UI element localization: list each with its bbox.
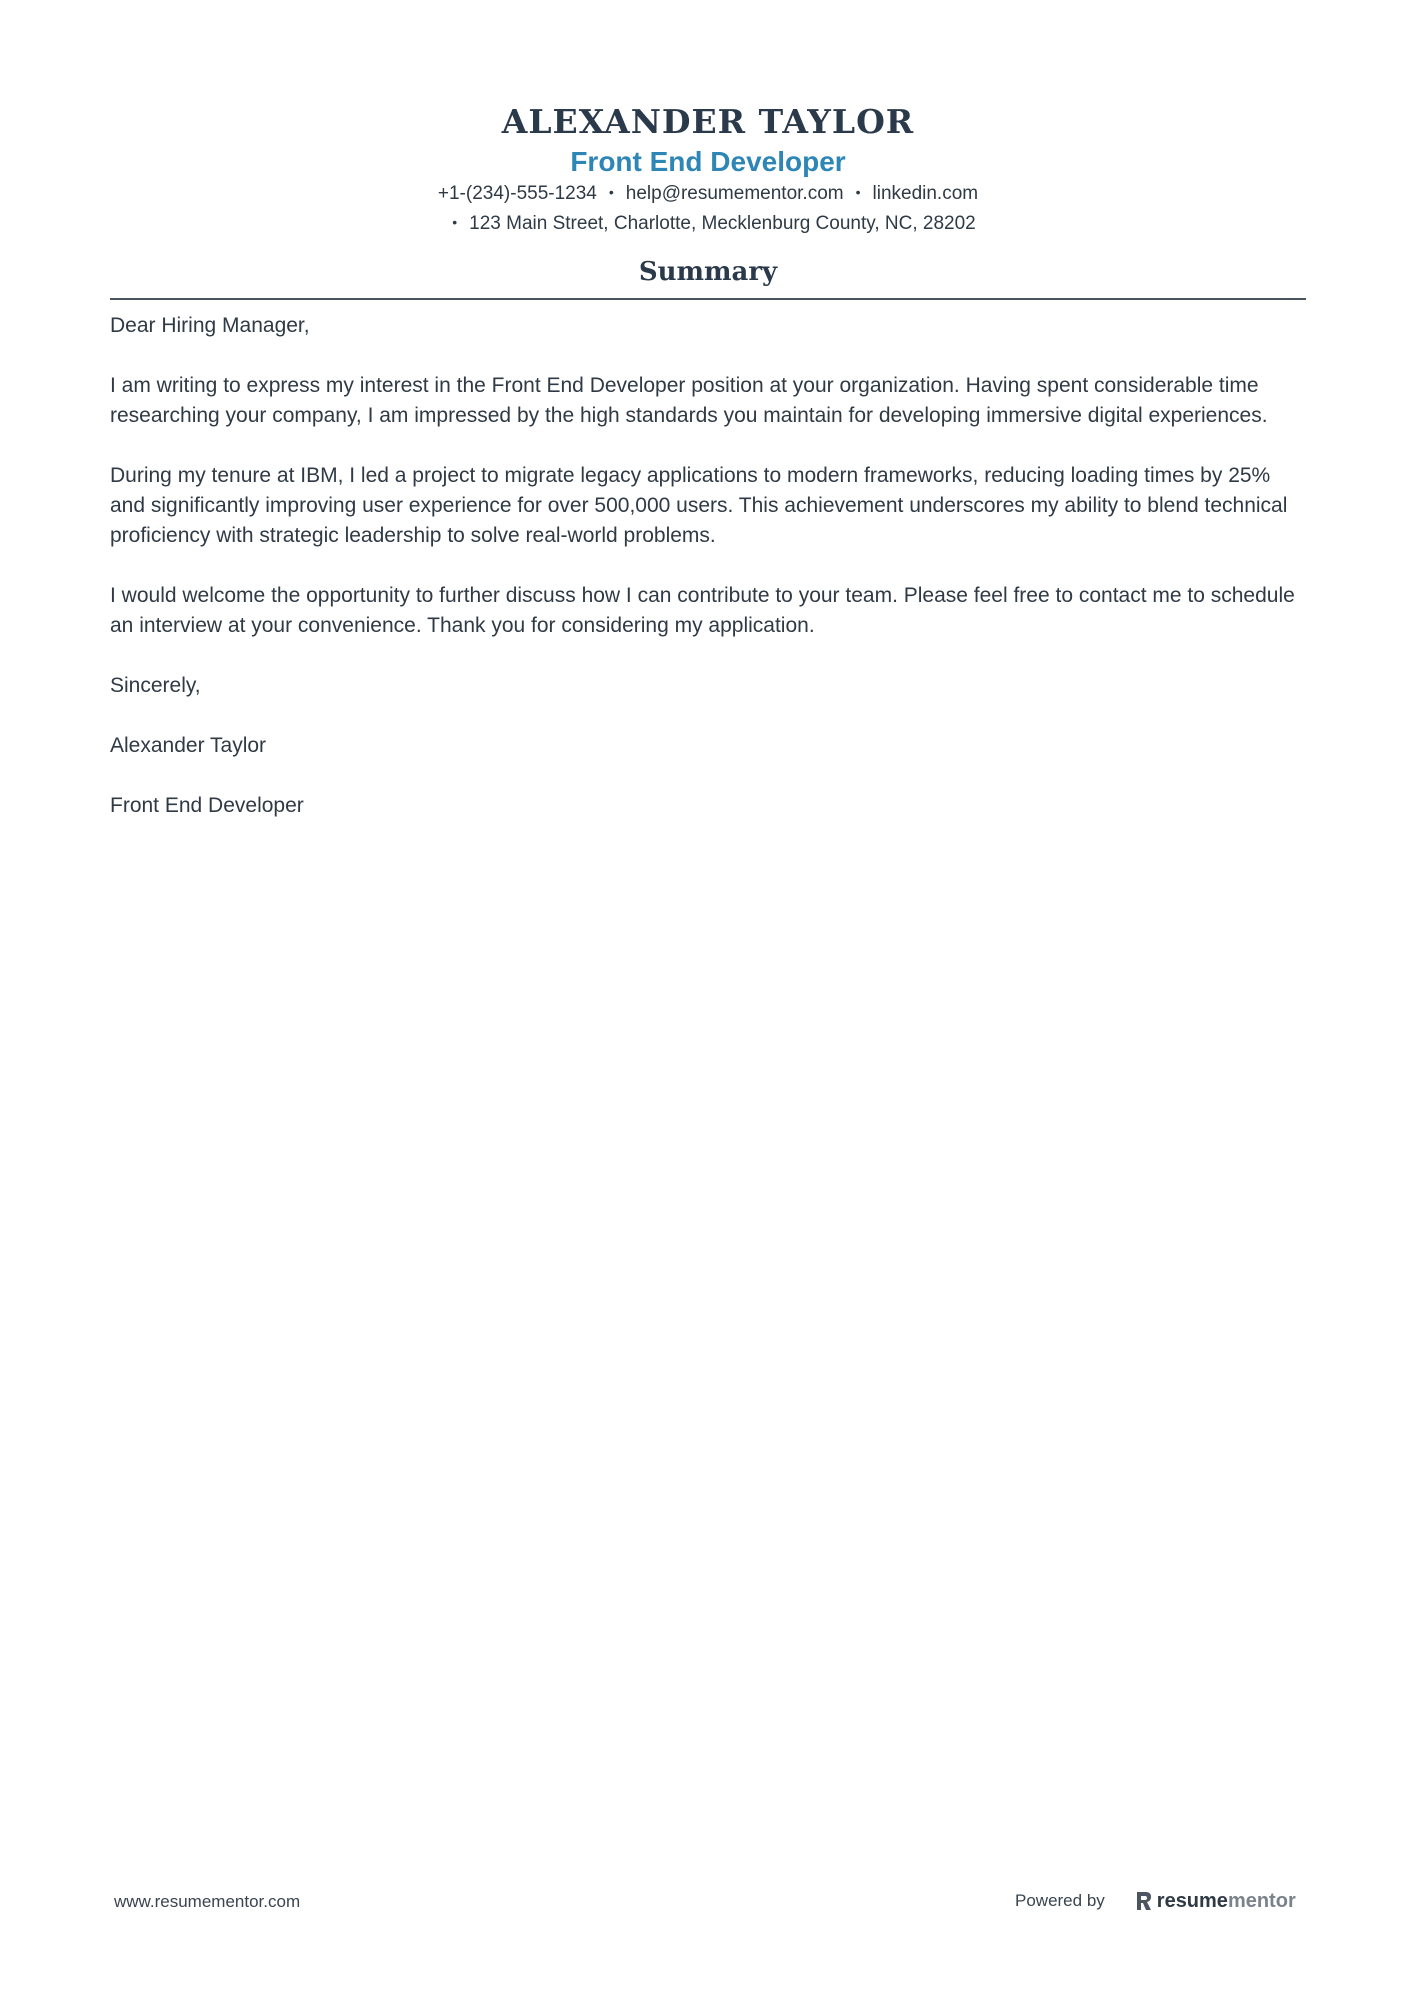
logo-text-mentor: mentor — [1227, 1889, 1296, 1912]
contact-line-1 — [110, 178, 1306, 208]
letter-paragraph: I would welcome the opportunity to further discuss how I can contribute to your team. Please feel free to contact me to schedule an interview at your convenience. Thank you for considering my application. — [110, 584, 1295, 637]
address: 123 Main Street, Charlotte, Mecklenburg County, NC, 28202 — [469, 213, 976, 234]
letter-paragraph: During my tenure at IBM, I led a project to migrate legacy applications to modern frameworks, reducing loading times by 25% and significantly improving user experience for over 500,000 users. This achievement underscores my ability to blend technical proficiency with strategic leadership to solve real-world problems. — [110, 464, 1288, 547]
applicant-role: Front End Developer — [570, 146, 846, 177]
applicant-name: ALEXANDER TAYLOR — [501, 102, 915, 141]
separator-dot: • — [452, 214, 458, 230]
header — [110, 98, 1306, 238]
phone-number: +1-(234)-555-1234 — [437, 183, 597, 204]
section-divider — [110, 298, 1306, 300]
signature-title: Front End Developer — [110, 794, 304, 817]
resumementor-logo[interactable] — [1135, 1890, 1296, 1913]
footer-website-link[interactable]: www.resumementor.com — [114, 1892, 301, 1911]
section-title: Summary — [638, 257, 778, 287]
linkedin-link[interactable]: linkedin.com — [872, 183, 979, 204]
letter-body — [110, 311, 1310, 851]
signature-name: Alexander Taylor — [110, 734, 267, 757]
letter-greeting: Dear Hiring Manager, — [110, 314, 310, 337]
resumementor-logo-icon — [1135, 1891, 1153, 1911]
contact-line-2 — [110, 208, 1306, 238]
email-link[interactable]: help@resumementor.com — [625, 183, 844, 204]
letter-paragraph: I am writing to express my interest in the Front End Developer position at your organization. Having spent considerable time researching your company, I am impressed by the high standards you maintain for developing immersive digital experiences. — [110, 374, 1268, 427]
separator-dot: • — [855, 184, 861, 200]
powered-by-label: Powered by — [1015, 1891, 1105, 1910]
footer-branding — [1015, 1889, 1296, 1913]
separator-dot: • — [608, 184, 614, 200]
letter-closing: Sincerely, — [110, 674, 201, 697]
logo-text-resume: resume — [1156, 1889, 1228, 1912]
